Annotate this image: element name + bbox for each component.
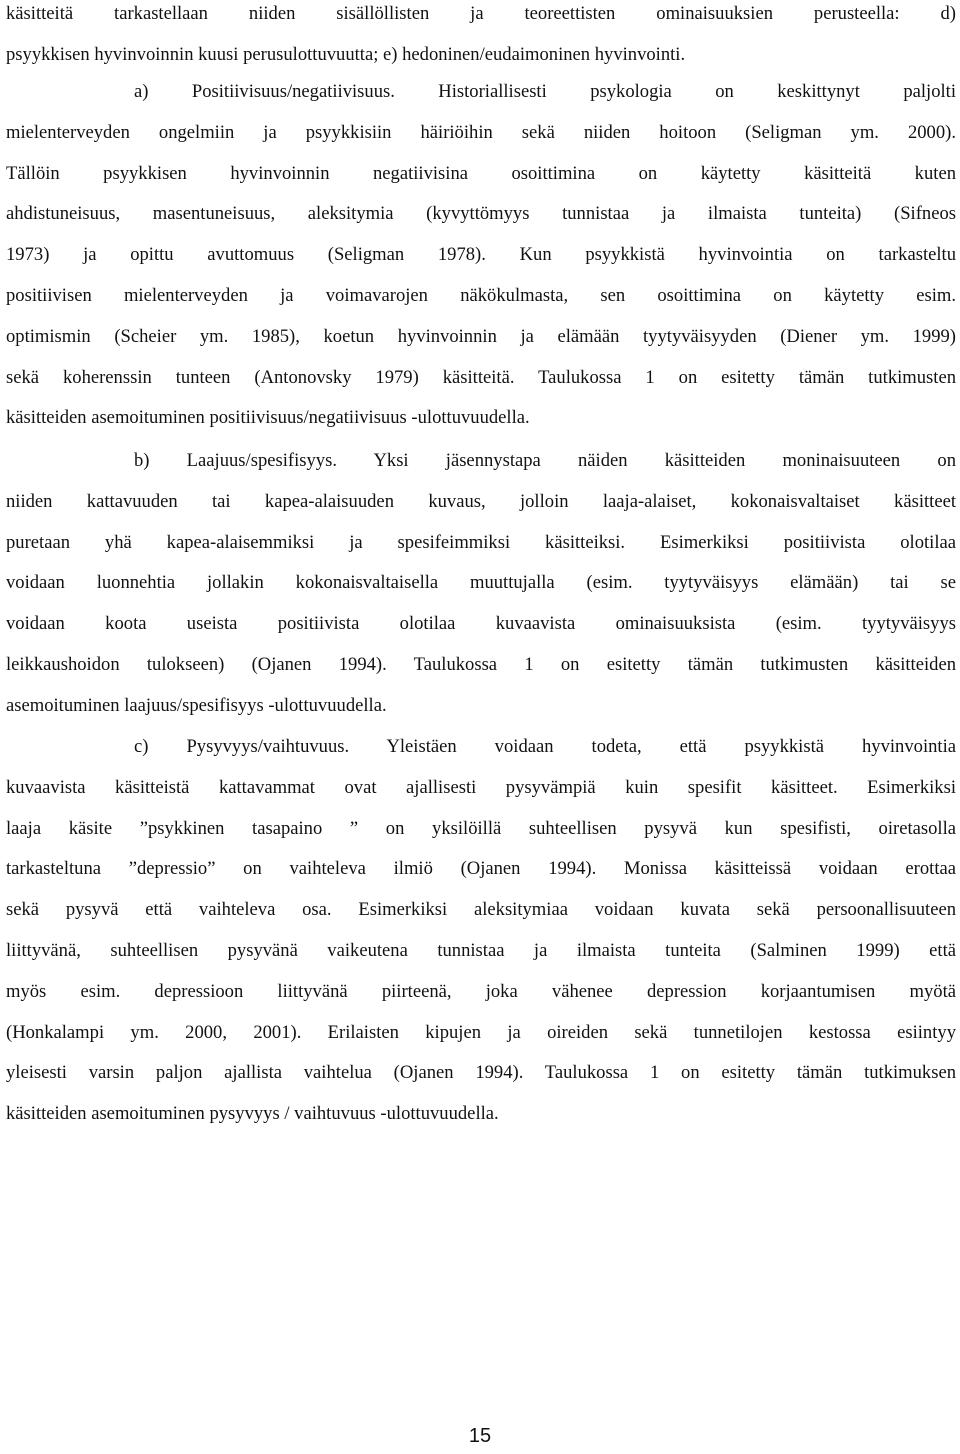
text-line: voidaan luonnehtia jollakin kokonaisvaltaisella muuttujalla (esim. tyytyväisyys elämään) tai se xyxy=(6,572,956,594)
intro-paragraph xyxy=(6,0,956,76)
text-line: asemoituminen laajuus/spesifisyys -ulottuvuudella. xyxy=(6,694,387,716)
page-number: 15 xyxy=(468,1425,492,1447)
text-line: 1973) ja opittu avuttomuus (Seligman 1978). Kun psyykkistä hyvinvointia on tarkasteltu xyxy=(6,244,956,266)
text-line: psyykkisen hyvinvoinnin kuusi perusulottuvuutta; e) hedoninen/eudaimoninen hyvinvointi. xyxy=(6,43,686,65)
text-line: Tällöin psyykkisen hyvinvoinnin negatiivisina osoittimina on käytetty käsitteitä kuten xyxy=(6,162,956,184)
text-line: voidaan koota useista positiivista olotilaa kuvaavista ominaisuuksista (esim. tyytyväisyys xyxy=(6,613,956,635)
text-line: yleisesti varsin paljon ajallista vaihtelua (Ojanen 1994). Taulukossa 1 on esitetty tämän tutkimuksen xyxy=(6,1062,956,1084)
text-line: sekä koherenssin tunteen (Antonovsky 1979) käsitteitä. Taulukossa 1 on esitetty tämän tutkimusten xyxy=(6,366,956,388)
text-line: mielenterveyden ongelmiin ja psyykkisiin häiriöihin sekä niiden hoitoon (Seligman ym. 2000). xyxy=(6,121,956,143)
section-c-paragraph xyxy=(6,727,956,1135)
text-line: ahdistuneisuus, masentuneisuus, aleksitymia (kyvyttömyys tunnistaa ja ilmaista tunteita) (Sifneos xyxy=(6,203,956,225)
text-line: liittyvänä, suhteellisen pysyvänä vaikeutena tunnistaa ja ilmaista tunteita (Salminen 1999) että xyxy=(6,939,956,961)
text-line: leikkaushoidon tulokseen) (Ojanen 1994). Taulukossa 1 on esitetty tämän tutkimusten käsitteiden xyxy=(6,653,956,675)
text-line: kuvaavista käsitteistä kattavammat ovat ajallisesti pysyvämpiä kuin spesifit käsitteet. Esimerkiksi xyxy=(6,776,956,798)
text-line: (Honkalampi ym. 2000, 2001). Erilaisten kipujen ja oireiden sekä tunnetilojen kestossa esiintyy xyxy=(6,1021,956,1043)
text-line: tarkasteltuna ”depressio” on vaihteleva ilmiö (Ojanen 1994). Monissa käsitteissä voidaan erottaa xyxy=(6,858,956,880)
text-line: käsitteitä tarkastellaan niiden sisällöllisten ja teoreettisten ominaisuuksien perusteella: d) xyxy=(6,3,956,24)
text-line: käsitteiden asemoituminen pysyvyys / vaihtuvuus -ulottuvuudella. xyxy=(6,1103,499,1125)
text-line: laaja käsite ”psykkinen tasapaino ” on yksilöillä suhteellisen pysyvä kun spesifisti, oiretasolla xyxy=(6,817,956,839)
text-line: puretaan yhä kapea-alaisemmiksi ja spesifeimmiksi käsitteiksi. Esimerkiksi positiivista olotilaa xyxy=(6,531,956,553)
section-a-paragraph xyxy=(6,72,956,439)
text-line: b) Laajuus/spesifisyys. Yksi jäsennystapa näiden käsitteiden moninaisuuteen on xyxy=(134,450,956,471)
text-line: käsitteiden asemoituminen positiivisuus/negatiivisuus -ulottuvuudella. xyxy=(6,407,530,429)
text-line: optimismin (Scheier ym. 1985), koetun hyvinvoinnin ja elämään tyytyväisyyden (Diener ym. 1999) xyxy=(6,325,956,347)
text-line: sekä pysyvä että vaihteleva osa. Esimerkiksi aleksitymiaa voidaan kuvata sekä persoonallisuuteen xyxy=(6,899,956,921)
text-line: positiivisen mielenterveyden ja voimavarojen näkökulmasta, sen osoittimina on käytetty esim. xyxy=(6,284,956,306)
text-line: myös esim. depressioon liittyvänä piirteenä, joka vähenee depression korjaantumisen myötä xyxy=(6,980,956,1002)
section-b-paragraph xyxy=(6,441,956,727)
text-line: c) Pysyvyys/vaihtuvuus. Yleistäen voidaan todeta, että psyykkistä hyvinvointia xyxy=(134,736,956,757)
text-line: a) Positiivisuus/negatiivisuus. Historiallisesti psykologia on keskittynyt paljolti xyxy=(134,81,956,102)
text-line: niiden kattavuuden tai kapea-alaisuuden kuvaus, jolloin laaja-alaiset, kokonaisvaltaiset käsitteet xyxy=(6,490,956,512)
